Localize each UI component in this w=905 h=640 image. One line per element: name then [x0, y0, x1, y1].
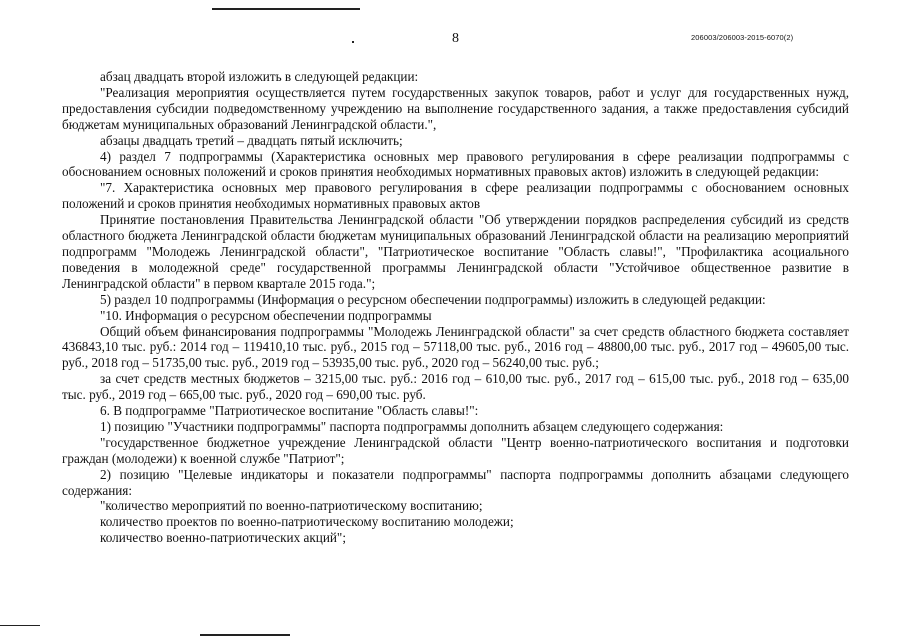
document-code: 206003/206003-2015-6070(2)	[691, 33, 794, 42]
paragraph: Принятие постановления Правительства Ленинградской области "Об утверждении порядков распределения субсидий из средств областного бюджета Ленинградской области бюджетам муниципальных образований Ленинградской области на реализацию мероприятий подпрограмм "Молодежь Ленинградской области", "Патриотическое воспитание "Область славы!", "Профилактика асоциального поведения в молодежной среде" государственной программы Ленинградской области "Устойчивое общественное развитие в Ленинградской области" в первом квартале 2015 года.";	[62, 212, 849, 291]
document-body	[62, 69, 849, 546]
paragraph: абзацы двадцать третий – двадцать пятый исключить;	[100, 132, 403, 148]
paragraph: 2) позицию "Целевые индикаторы и показатели подпрограммы" паспорта подпрограммы дополнить абзацами следующего содержания:	[62, 466, 849, 498]
paragraph: "7. Характеристика основных мер правового регулирования в сфере реализации подпрограммы с обоснованием основных положений и сроков принятия необходимых нормативных правовых актов	[62, 180, 849, 212]
paragraph: "10. Информация о ресурсном обеспечении подпрограммы	[100, 307, 432, 323]
paragraph: 6. В подпрограмме "Патриотическое воспитание "Область славы!":	[100, 403, 479, 419]
paragraph: количество проектов по военно-патриотическому воспитанию молодежи;	[100, 514, 514, 530]
paragraph: 1) позицию "Участники подпрограммы" паспорта подпрограммы дополнить абзацем следующего содержания:	[100, 418, 724, 434]
scan-artifact-bottom-line	[200, 634, 290, 636]
paragraph: "государственное бюджетное учреждение Ленинградской области "Центр военно-патриотического воспитания и подготовки граждан (молодежи) к военной службе "Патриот";	[62, 434, 849, 466]
paragraph: Общий объем финансирования подпрограммы "Молодежь Ленинградской области" за счет средств областного бюджета составляет 436843,10 тыс. руб.: 2014 год – 119410,10 тыс. руб., 2015 год – 57118,00 тыс. руб., 2016 год – 48800,00 тыс. руб., 2017 год – 49605,00 тыс. руб., 2018 год – 51735,00 тыс. руб., 2019 год – 53935,00 тыс. руб., 2020 год – 56240,00 тыс. руб.;	[62, 323, 849, 371]
paragraph: за счет средств местных бюджетов – 3215,00 тыс. руб.: 2016 год – 610,00 тыс. руб., 2017 год – 615,00 тыс. руб., 2018 год – 635,00 тыс. руб., 2019 год – 665,00 тыс. руб., 2020 год – 690,00 тыс. руб.	[62, 371, 849, 403]
scan-artifact-left-line	[0, 625, 40, 626]
paragraph: "Реализация мероприятия осуществляется путем государственных закупок товаров, работ и услуг для государственных нужд, предоставления субсидии подведомственному учреждению на выполнение государственного задания, а также предоставления субсидий бюджетам муниципальных образований Ленинградской области.",	[62, 84, 849, 132]
paragraph: количество военно-патриотических акций";	[100, 530, 346, 546]
page-number: 8	[452, 31, 459, 46]
scan-artifact-dot	[352, 41, 354, 43]
scan-artifact-top-line	[212, 8, 360, 10]
paragraph: 4) раздел 7 подпрограммы (Характеристика основных мер правового регулирования в сфере реализации подпрограммы с обоснованием основных положений и сроков принятия необходимых нормативных правовых актов) изложить в следующей редакции:	[62, 148, 849, 180]
paragraph: 5) раздел 10 подпрограммы (Информация о ресурсном обеспечении подпрограммы) изложить в следующей редакции:	[100, 291, 766, 307]
paragraph: абзац двадцать второй изложить в следующей редакции:	[100, 69, 419, 84]
paragraph: "количество мероприятий по военно-патриотическому воспитанию;	[100, 498, 483, 514]
